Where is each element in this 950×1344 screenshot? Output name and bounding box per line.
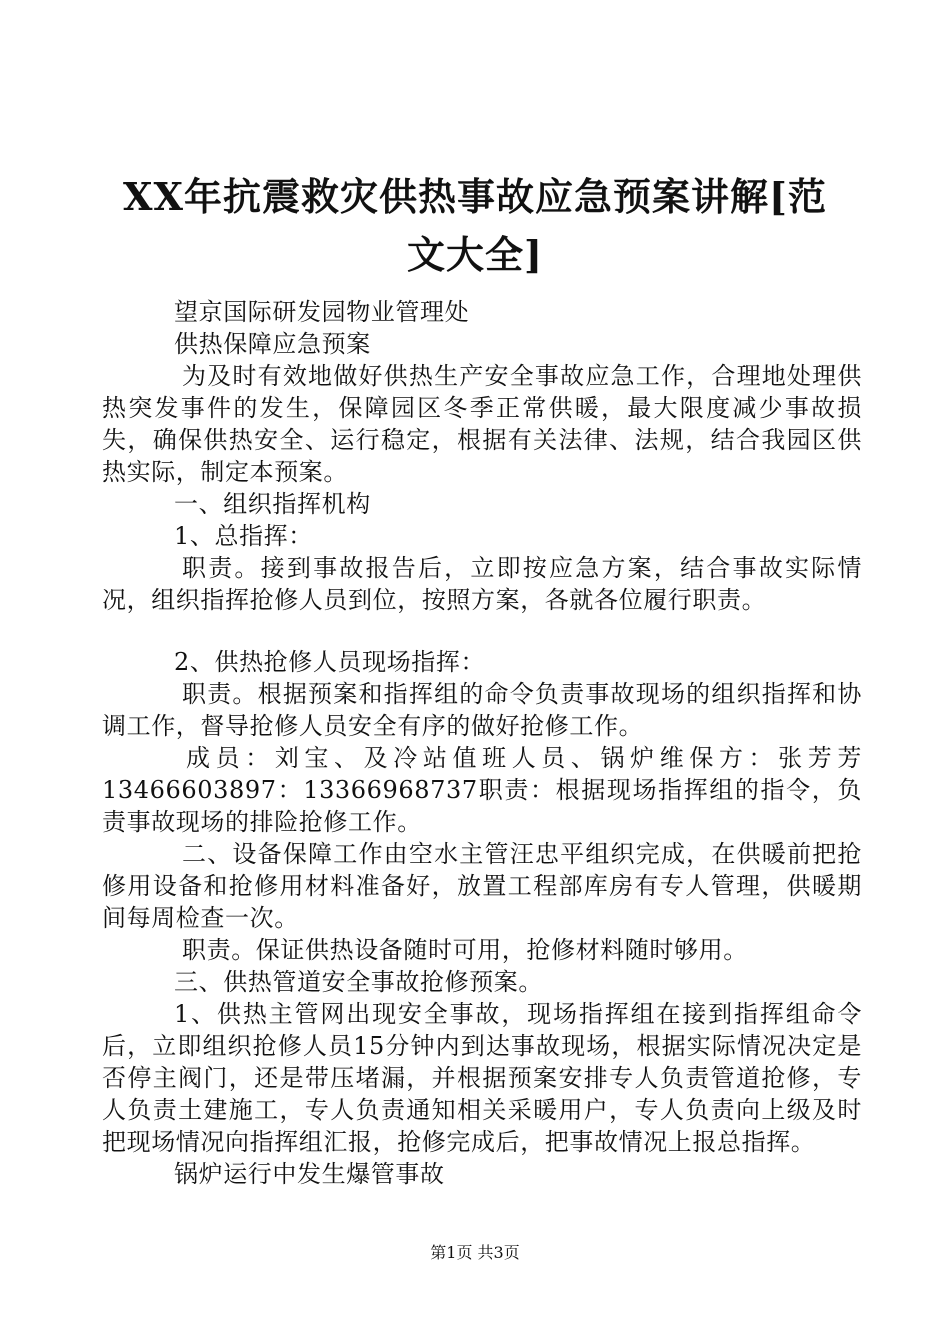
members-paragraph: 成员：刘宝、及冷站值班人员、锅炉维保方：张芳芳13466603897：13366968737职责：根据现场指挥组的指令，负责事故现场的排险抢修工作。	[102, 744, 862, 836]
section-heading-2: 二、设备保障工作由空水主管汪忠平组织完成，在供暖前把抢修用设备和抢修用材料准备好，放置工程部库房有专人管理，供暖期间每周检查一次。	[102, 840, 862, 932]
pipeline-plan-paragraph: 1、供热主管网出现安全事故，现场指挥组在接到指挥组命令后，立即组织抢修人员15分钟内到达事故现场，根据实际情况决定是否停主阀门，还是带压堵漏，并根据预案安排专人负责管道抢修，专人负责土建施工，专人负责通知相关采暖用户，专人负责向上级及时把现场情况向指挥组汇报，抢修完成后，把事故情况上报总指挥。	[102, 1000, 862, 1156]
equipment-duties: 职责。保证供热设备随时可用，抢修材料随时够用。	[182, 936, 748, 964]
subheading-commander: 1、总指挥：	[174, 522, 313, 550]
paragraph-gap	[102, 616, 862, 646]
section-heading-3: 三、供热管道安全事故抢修预案。	[174, 968, 543, 996]
plan-name: 供热保障应急预案	[174, 330, 371, 358]
intro-paragraph: 为及时有效地做好供热生产安全事故应急工作，合理地处理供热突发事件的发生，保障园区冬季正常供暖，最大限度减少事故损失，确保供热安全、运行稳定，根据有关法律、法规，结合我园区供热实际，制定本预案。	[102, 362, 862, 486]
document-title: XX年抗震救灾供热事故应急预案讲解[范文大全]	[123, 174, 827, 277]
document-body	[102, 296, 862, 1190]
boiler-incident-heading: 锅炉运行中发生爆管事故	[174, 1160, 445, 1188]
commander-duties: 职责。接到事故报告后，立即按应急方案，结合事故实际情况，组织指挥抢修人员到位，按照方案，各就各位履行职责。	[102, 554, 862, 614]
page-footer: 第1页 共3页	[430, 1243, 520, 1262]
section-heading-1: 一、组织指挥机构	[174, 490, 371, 518]
subheading-site-command: 2、供热抢修人员现场指挥：	[174, 648, 486, 676]
organization-name: 望京国际研发园物业管理处	[174, 298, 470, 326]
site-command-duties: 职责。根据预案和指挥组的命令负责事故现场的组织指挥和协调工作，督导抢修人员安全有序的做好抢修工作。	[102, 680, 862, 740]
